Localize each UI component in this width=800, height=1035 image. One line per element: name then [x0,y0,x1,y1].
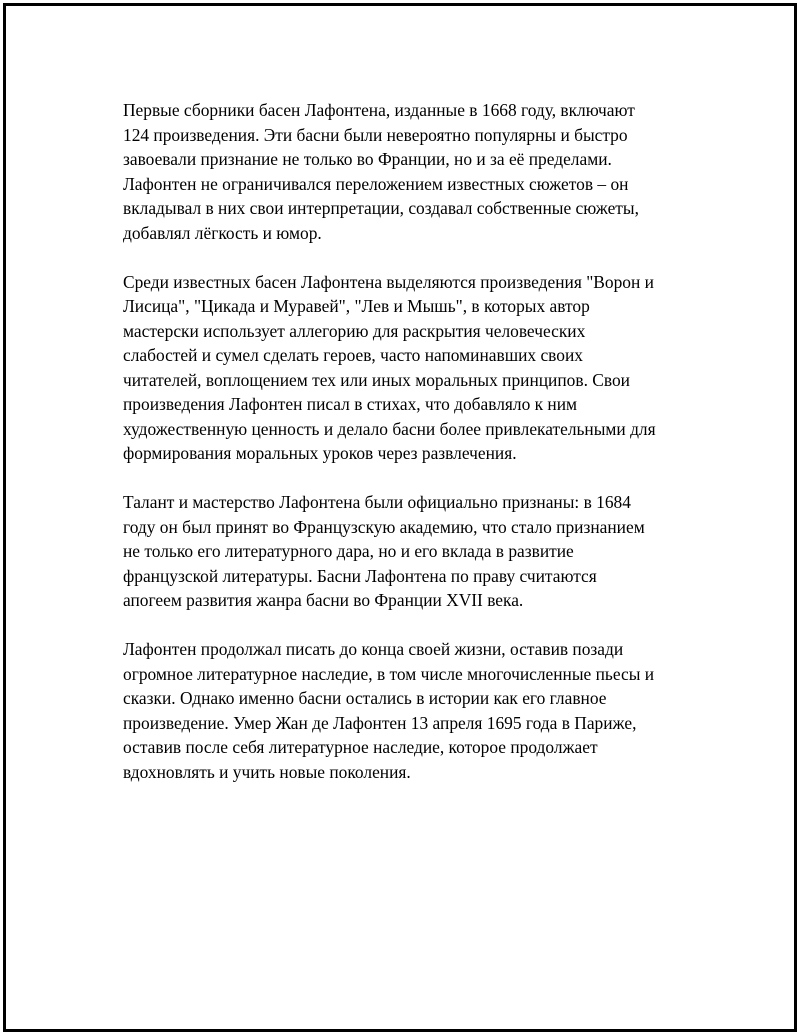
paragraph-4 [123,637,723,784]
text-line: французской литературы. Басни Лафонтена по праву считаются [123,565,597,586]
text-line: оставив после себя литературное наследие, которое продолжает [123,737,598,757]
paragraph-2 [123,270,723,466]
text-line: слабостей и сумел сделать героев, часто напоминавших своих [123,345,583,365]
text-line: Первые сборники басен Лафонтена, изданные в 1668 году, включают [123,100,635,120]
text-line: добавлял лёгкость и юмор. [123,222,322,243]
text-line: огромное литературное наследие, в том числе многочисленные пьесы и [123,663,655,684]
text-line: Лафонтен не ограничивался переложением известных сюжетов – он [123,173,629,194]
text-line: произведения Лафонтен писал в стихах, что добавляло к ним [123,394,578,414]
text-line: Лисица", "Цикада и Муравей", "Лев и Мышь", в которых автор [123,296,590,316]
paragraph-1 [123,98,723,245]
text-line: апогеем развития жанра басни во Франции XVII века. [123,590,524,610]
text-line: мастерски использует аллегорию для раскрытия человеческих [123,320,586,341]
text-line: вдохновлять и учить новые поколения. [123,761,411,782]
page-frame [3,3,797,1032]
text-line: 124 произведения. Эти басни были невероятно популярны и быстро [123,124,628,145]
text-line: не только его литературного дара, но и его вклада в развитие [123,541,574,561]
text-line: формирования моральных уроков через развлечения. [123,443,517,463]
text-line: завоевали признание не только во Франции, но и за её пределами. [123,149,612,169]
text-line: Среди известных басен Лафонтена выделяются произведения "Ворон и [123,271,654,292]
text-line: произведение. Умер Жан де Лафонтен 13 апреля 1695 года в Париже, [123,712,637,733]
text-line: читателей, воплощением тех или иных моральных принципов. Свои [123,369,630,390]
text-line: Талант и мастерство Лафонтена были официально признаны: в 1684 [123,492,631,512]
text-line: году он был принят во Французскую академию, что стало признанием [123,516,645,537]
text-line: вкладывал в них свои интерпретации, создавал собственные сюжеты, [123,198,639,218]
text-line: сказки. Однако именно басни остались в истории как его главное [123,688,607,708]
document-body [123,98,723,809]
paragraph-3 [123,490,723,613]
text-line: Лафонтен продолжал писать до конца своей жизни, оставив позади [123,639,624,659]
text-line: художественную ценность и делало басни более привлекательными для [123,418,656,439]
